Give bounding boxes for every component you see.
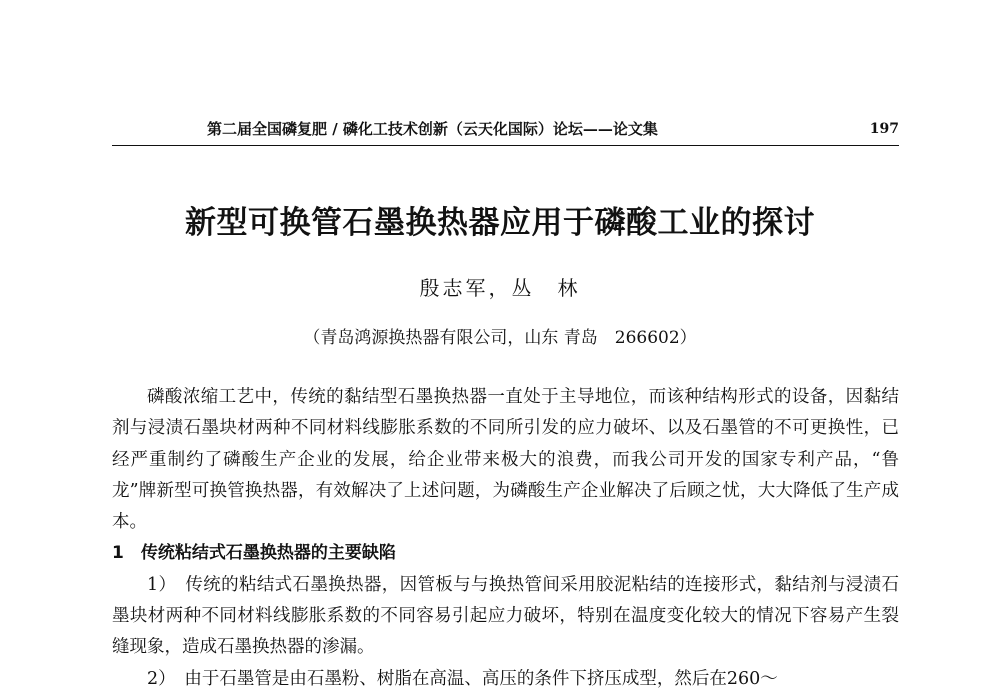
article-title: 新型可换管石墨换热器应用于磷酸工业的探讨 [185,205,815,241]
journal-title: 第二届全国磷复肥 / 磷化工技术创新（云天化国际）论坛——论文集 [207,120,658,138]
section-heading: 1 传统粘结式石墨换热器的主要缺陷 [112,543,396,564]
list-item-1: 1） 传统的粘结式石墨换热器，因管板与与换热管间采用胶泥粘结的连接形式，黏结剂与浸渍石墨块材两种不同材料线膨胀系数的不同容易引起应力破坏，特别在温度变化较大的情况下容易产生裂缝现象，造成石墨换热器的渗漏。 [112,574,899,658]
intro-paragraph: 磷酸浓缩工艺中，传统的黏结型石墨换热器一直处于主导地位，而该种结构形式的设备，因黏结剂与浸渍石墨块材两种不同材料线膨胀系数的不同所引发的应力破坏、以及石墨管的不可更换性，已经严重制约了磷酸生产企业的发展，给企业带来极大的浪费，而我公司开发的国家专利产品，“鲁龙”牌新型可换管换热器，有效解决了上述问题，为磷酸生产企业解决了后顾之忧，大大降低了生产成本。 [112,387,899,533]
article-body [112,382,899,695]
article-affiliation: （青岛鸿源换热器有限公司，山东 青岛 266602） [303,328,697,348]
article-authors: 殷志军，丛 林 [419,276,581,300]
list-item-2: 2） 由于石墨管是由石墨粉、树脂在高温、高压的条件下挤压成型，然后在260～ [147,668,778,689]
header-rule [112,145,899,146]
page-number: 197 [869,121,899,137]
